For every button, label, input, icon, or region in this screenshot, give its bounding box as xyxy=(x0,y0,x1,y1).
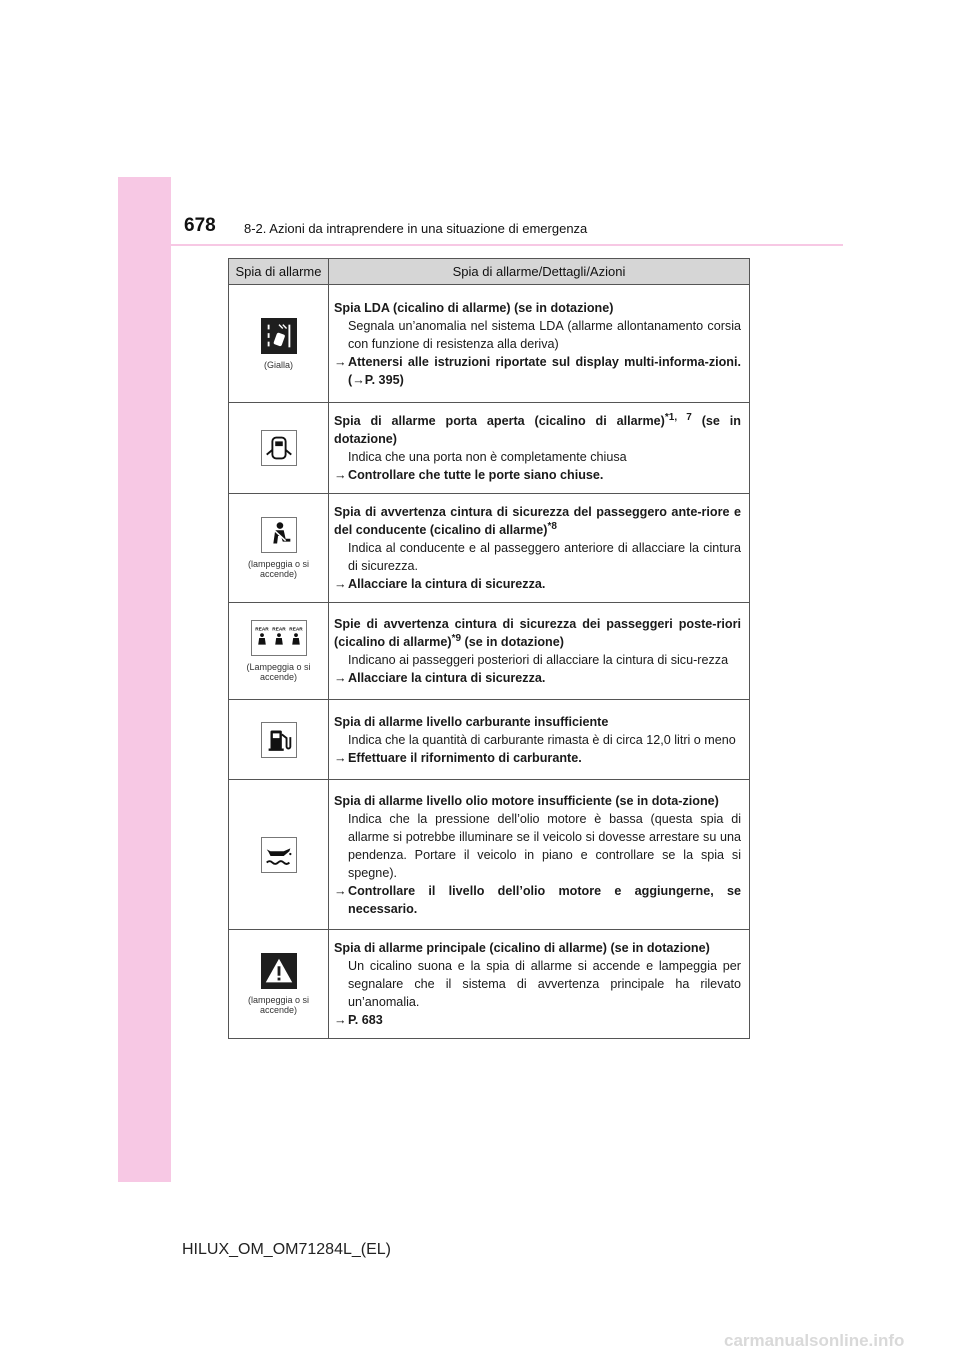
column-header-light: Spia di allarme xyxy=(229,259,329,285)
footnote-ref: *9 xyxy=(451,632,462,644)
description-cell xyxy=(329,285,750,403)
table-row xyxy=(229,700,750,780)
row-action-text: Controllare il livello dell’olio motore e aggiungerne, se necessario. xyxy=(348,883,741,916)
arrow-icon: → xyxy=(334,468,347,482)
row-title: Spia di allarme livello olio motore insufficiente (se in dota-zione) xyxy=(334,793,719,808)
row-title-text: Spie di avvertenza cintura di sicurezza dei passeggeri poste-riori (cicalino di allarme) xyxy=(334,617,741,649)
table-row xyxy=(229,930,750,1039)
chapter-tab-band xyxy=(118,177,171,1182)
row-action xyxy=(334,882,741,918)
row-description: Indica al conducente e al passeggero anteriore di allacciare la cintura di sicurezza. xyxy=(348,541,741,573)
row-title xyxy=(334,411,741,446)
row-title: Spia di allarme principale (cicalino di allarme) (se in dotazione) xyxy=(334,941,710,955)
icon-note: (lampeggia o si accende) xyxy=(247,559,310,579)
icon-cell xyxy=(229,494,329,603)
manual-code: HILUX_OM_OM71284L_(EL) xyxy=(182,1241,391,1258)
row-action-text: Allacciare la cintura di sicurezza. xyxy=(348,671,546,685)
row-action-text: Attenersi alle istruzioni riportate sul display multi-informa-zioni. (→P. 395) xyxy=(348,354,741,387)
icon-cell xyxy=(229,930,329,1039)
row-description: Segnala un’anomalia nel sistema LDA (allarme allontanamento corsia con funzione di resistenza alla deriva) xyxy=(348,318,741,351)
lane-departure-icon xyxy=(261,318,297,354)
section-title: 8-2. Azioni da intraprendere in una situazione di emergenza xyxy=(244,221,588,236)
arrow-icon: → xyxy=(334,354,347,369)
row-action xyxy=(334,1011,741,1029)
icon-note: (Lampeggia o si accende) xyxy=(246,662,311,682)
description-cell xyxy=(329,603,750,700)
arrow-icon: → xyxy=(334,577,347,591)
column-header-details: Spia di allarme/Dettagli/Azioni xyxy=(329,259,750,285)
description-cell xyxy=(329,494,750,603)
icon-note: (lampeggia o si accende) xyxy=(247,995,310,1015)
row-title xyxy=(334,617,741,649)
rear-seatbelt-icon xyxy=(251,620,307,656)
description-cell xyxy=(329,403,750,494)
row-action xyxy=(334,669,741,687)
seatbelt-icon xyxy=(261,517,297,553)
row-title: Spia di allarme livello carburante insufficiente xyxy=(334,714,609,729)
table-row xyxy=(229,494,750,603)
row-action-text: Controllare che tutte le porte siano chiuse. xyxy=(348,468,604,482)
arrow-icon: → xyxy=(334,883,347,898)
oil-level-icon xyxy=(261,837,297,873)
description-cell xyxy=(329,930,750,1039)
row-title-text: Spia di allarme porta aperta (cicalino di allarme) xyxy=(334,414,665,428)
page-number: 678 xyxy=(184,215,216,236)
row-description: Indicano ai passeggeri posteriori di allacciare la cintura di sicu-rezza xyxy=(348,653,729,667)
row-description: Un cicalino suona e la spia di allarme si accende e lampeggia per segnalare che il sistema di avvertenza principale ha rilevato un’anomalia. xyxy=(348,959,741,1009)
row-action xyxy=(334,575,741,593)
rear-label-1: REAR xyxy=(254,627,269,633)
watermark: carmanualsonline.info xyxy=(724,1331,905,1350)
header-divider xyxy=(171,244,843,246)
row-title-tail: (se in dotazione) xyxy=(334,414,741,446)
fuel-pump-icon xyxy=(261,722,297,758)
row-action xyxy=(334,353,741,389)
table-row xyxy=(229,403,750,494)
arrow-icon: → xyxy=(334,750,347,765)
icon-cell xyxy=(229,780,329,930)
icon-cell xyxy=(229,603,329,700)
icon-cell xyxy=(229,700,329,780)
row-description: Indica che una porta non è completamente chiusa xyxy=(348,450,627,464)
row-title-tail: (se in dotazione) xyxy=(461,635,564,649)
icon-cell xyxy=(229,285,329,403)
row-action-text: P. 683 xyxy=(348,1013,383,1027)
description-cell xyxy=(329,780,750,930)
table-header-row xyxy=(229,259,750,285)
table-row xyxy=(229,603,750,700)
row-action xyxy=(334,466,741,484)
row-description: Indica che la quantità di carburante rimasta è di circa 12,0 litri o meno xyxy=(348,732,736,747)
rear-label-3: REAR xyxy=(288,627,303,633)
arrow-icon: → xyxy=(334,671,347,685)
row-title: Spia LDA (cicalino di allarme) (se in dotazione) xyxy=(334,300,614,315)
row-title xyxy=(334,505,741,537)
icon-cell xyxy=(229,403,329,494)
arrow-icon: → xyxy=(334,1013,347,1027)
footnote-ref: *8 xyxy=(547,520,557,532)
table-row xyxy=(229,780,750,930)
warning-lights-table xyxy=(228,258,750,1039)
table-row xyxy=(229,285,750,403)
row-description: Indica che la pressione dell’olio motore è bassa (questa spia di allarme si potrebbe illuminare se il veicolo si dovesse arrestare su una pendenza. Portare il veicolo in piano e controllare se la spia si spegne). xyxy=(348,811,741,880)
row-title-text: Spia di avvertenza cintura di sicurezza del passeggero ante-riore e del conducente (cicalino di allarme) xyxy=(334,505,741,537)
row-action-text: Allacciare la cintura di sicurezza. xyxy=(348,577,546,591)
rear-label-2: REAR xyxy=(271,627,286,633)
icon-note: (Gialla) xyxy=(263,359,293,370)
door-open-icon xyxy=(261,430,297,466)
row-action xyxy=(334,749,741,767)
footnote-ref: *1, 7 xyxy=(664,411,692,423)
row-action-text: Effettuare il rifornimento di carburante. xyxy=(348,750,582,765)
master-warning-icon xyxy=(261,953,297,989)
description-cell xyxy=(329,700,750,780)
